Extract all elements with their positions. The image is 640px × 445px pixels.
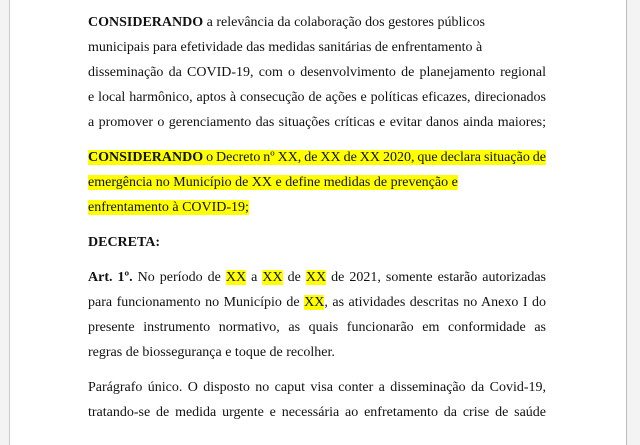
- text-line: [88, 60, 546, 85]
- highlighted-text: XX: [305, 269, 327, 285]
- text-run: No período de: [132, 269, 226, 285]
- text-run: a promover o gerenciamento das situações críticas e evitar danos ainda maiores;: [88, 114, 546, 130]
- text-line: [88, 340, 546, 365]
- text-line: [88, 375, 546, 400]
- text-run: Parágrafo único. O disposto no caput visa conter a disseminação da Covid-19,: [88, 379, 546, 395]
- text-run: de: [282, 269, 306, 285]
- text-run: , as atividades descritas no Anexo I do: [324, 294, 546, 310]
- text-run: municipais para efetividade das medidas sanitárias de enfrentamento à: [88, 39, 483, 55]
- text-line: [88, 315, 546, 340]
- heading-decreta: [88, 230, 626, 255]
- text-line: [88, 10, 546, 35]
- text-run: para funcionamento no Município de: [88, 294, 305, 310]
- highlighted-text: XX: [304, 294, 325, 310]
- bold-text: CONSIDERANDO: [88, 14, 204, 30]
- text-line-content: [88, 235, 160, 250]
- text-run: a relevância da colaboração dos gestores públicos: [203, 14, 485, 30]
- text-line: [88, 265, 546, 290]
- text-line: [88, 195, 546, 220]
- text-run: disseminação da COVID-19, com o desenvolvimento de planejamento regional: [88, 64, 546, 80]
- text-line-content: [88, 200, 249, 215]
- text-line-content: [88, 15, 485, 30]
- highlighted-text: XX: [225, 269, 247, 285]
- text-line-content: [88, 40, 482, 55]
- text-run: tratando-se de medida urgente e necessária ao enfretamento da crise de saúde: [88, 404, 546, 420]
- text-line-content: [88, 270, 546, 285]
- text-line-content: [88, 295, 546, 310]
- text-run: e local harmônico, aptos à consecução de ações e políticas eficazes, direcionados: [88, 89, 546, 105]
- text-line-content: [88, 405, 546, 420]
- text-run: regras de biossegurança e toque de recolher.: [88, 344, 335, 360]
- highlighted-text: o Decreto nº XX, de XX de XX 2020, que declara situação de: [203, 149, 546, 165]
- text-line-content: [88, 65, 546, 80]
- highlighted-text: CONSIDERANDO: [88, 149, 204, 165]
- text-line: [88, 110, 546, 135]
- highlighted-text: enfrentamento à COVID-19;: [88, 199, 249, 215]
- text-line-content: [88, 175, 458, 190]
- text-line: [88, 145, 546, 170]
- bold-text: Art. 1º.: [88, 269, 133, 285]
- text-line-content: [88, 90, 546, 105]
- text-line: [88, 170, 546, 195]
- text-run: presente instrumento normativo, as quais funcionarão em conformidade as: [88, 319, 546, 335]
- document-page[interactable]: [9, 0, 627, 445]
- paragraph-considerando-decreto: [88, 145, 626, 220]
- text-line-content: [88, 345, 335, 360]
- text-line: [88, 35, 546, 60]
- text-run: a: [246, 269, 263, 285]
- text-line: [88, 400, 546, 425]
- paragraph-considerando-relevancia: [88, 10, 626, 135]
- text-line: [88, 85, 546, 110]
- paragraph-art-1: [88, 265, 626, 365]
- text-run: de 2021, somente estarão autorizadas: [326, 269, 547, 285]
- highlighted-text: XX: [262, 269, 283, 285]
- text-line-content: [88, 150, 546, 165]
- text-line-content: [88, 380, 546, 395]
- paragraph-paragrafo-unico: [88, 375, 626, 425]
- text-line-content: [88, 320, 546, 335]
- text-line: [88, 290, 546, 315]
- highlighted-text: emergência no Município de XX e define medidas de prevenção e: [88, 174, 458, 190]
- bold-text: DECRETA:: [88, 234, 161, 250]
- text-line: [88, 230, 546, 255]
- text-line-content: [88, 115, 546, 130]
